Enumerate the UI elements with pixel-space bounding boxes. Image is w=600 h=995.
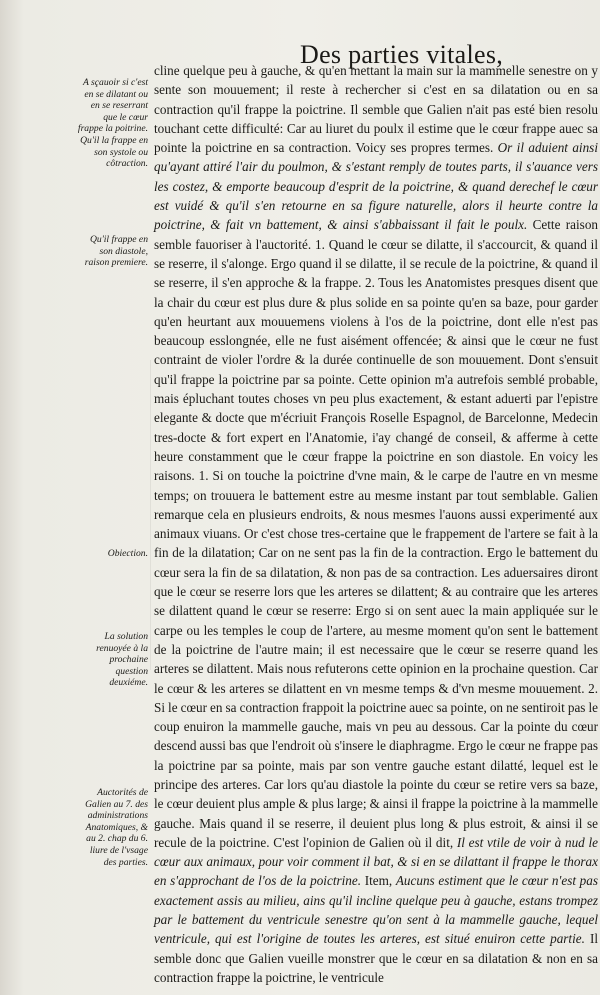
margin-note-1: A sçauoir si c'est en se dilatant ou en se reserrant que le cœur frappe la poitrine. Qu'il la frappe en son systole ou côtraction. — [77, 77, 148, 170]
margin-note-2: Qu'il frappe en son diastole, raison premiere. — [84, 234, 148, 269]
body-paragraph-4: Il semble donc que Galien vueille monstrer que le cœur en sa dilatation & non en sa contraction frappe la poictrine, le ventricule — [154, 931, 598, 985]
margin-note-3: Obiection. — [107, 548, 148, 559]
body-paragraph-3: Item, — [364, 873, 396, 889]
running-header: Des parties vitales, — [300, 40, 504, 69]
quote-galien-2: Il est vtile de voir à nud le cœur aux animaux, pour voir comment il bat, & si en se dilattant il frappe le thorax en s'approchant de l'os de la poictrine. — [154, 834, 599, 889]
margin-note-5: Auctorités de Galien au 7. des administrations Anatomiques, & au 2. chap du 6. liure de l'vsage des parties. — [85, 787, 148, 868]
body-paragraph-1: cline quelque peu à gauche, & qu'en mettant la main sur la mammelle senestre on y sente son mouuement; il reste à rechercher si c'est en sa dilatation ou en sa contraction qu'il frappe la poictrine. Il semble que Galien n'ait pas esté bien resolu touchant cette difficulté: Car au liuret du poulx il estime que le cœur frappe auec sa pointe la poictrine en sa contraction. Voicy ses propres termes. — [154, 63, 598, 156]
margin-shadow — [150, 360, 151, 670]
body-text — [154, 61, 598, 987]
quote-galien-3: Aucuns estiment que le cœur n'est pas exactement assis au milieu, ains qu'il incline quelque peu à gauche, estans trompez par le battement du ventricule senestre qu'on sent à la mammelle gauche, lequel ventricule, qui est l'origine de toutes les arteres, est situé enuiron cette partie. — [154, 873, 598, 947]
margin-note-4: La solution renuoyée à la prochaine question deuxiéme. — [96, 631, 148, 689]
body-paragraph-2: Cette raison semble fauoriser à l'auctorité. 1. Quand le cœur se dilatte, il s'accourcit, & quand il se reserre, il s'alonge. Ergo quand il se dilatte, il se recule de la poictrine, & quand il se reserre, il s'en approche & la frappe. 2. Tous les Anatomistes presques disent que la chair du cœur est plus dure & plus solide en sa pointe qu'en sa baze, pour garder qu'en heurtant aux mouuemens violens à l'os de la poictrine, dont elle n'est pas beaucoup esslongnée, elle ne fust aisément offencée; & ainsi que le cœur ne fust contraint de violer l'ordre & la durée continuelle de son mouuement. Dont s'ensuit qu'il frappe la poictrine par sa pointe. Cette opinion m'a autrefois semblé probable, mais épluchant toutes choses vn peu plus exactement, & estant aduerti par l'epistre elegante & docte que m'écriuit François Roselle Espagnol, de Barcelonne, Medecin tres-docte & fort expert en l'Anatomie, i'ay changé de conseil, & afferme à cette heure constamment que le cœur frappe la poictrine en son diastole. En voicy les raisons. 1. Si on touche la poictrine d'vne main, & le carpe de l'autre en vn mesme temps; on trouuera le battement estre au mesme instant par tout semblable. Galien remarque cela en plusieurs endroits, & nous mesmes l'auons aussi experimenté aux animaux viuans. Or c'est chose tres-certaine que le frappement de l'artere se fait à la fin de la dilatation; Car on ne sent pas la fin de la contraction. Ergo le battement du cœur sera la fin de sa dilatation, & non pas de sa contraction. Les aduersaires diront que le cœur se reserre lors que les arteres se dilattent; & au contraire que les arteres se dilattent quand le cœur se reserre: Ergo si on sent auec la main appliquée sur le carpe ou les temples le coup de l'artere, au mesme moment qu'on sent le battement de la poictrine de l'autre main; il est necessaire que le cœur se reserre quand les arteres se dilattent. Mais nous refuterons cette opinion en la prochaine question. Car le cœur & les arteres se dilattent en vn mesme temps & d'vn mesme mouuement. 2. Si le cœur en sa contraction frappoit la poictrine auec sa pointe, on ne sentiroit pas le coup enuiron la mammelle gauche, mais vn peu au dessous. Car la pointe du cœur descend aussi bas que l'endroit où s'insere le diaphragme. Ergo le cœur ne frappe pas la poictrine par sa pointe, mais par son ventre gauche estant dilatté, lequel est le principe des arteres. Car lors qu'au diastole la pointe du cœur se retire vers sa baze, le cœur deuient plus ample & plus large; & ainsi il frappe la poictrine à la mammelle gauche. Mais quand il se reserre, il deuient plus long & plus estroit, & ainsi il se recule de la poictrine. C'est l'opinion de Galien où il dit, — [154, 217, 599, 850]
quote-galien-1: Or il aduient ainsi qu'ayant attiré l'air du poulmon, & s'estant remply de toutes parts, il s'auance vers les costez, & emporte beaucoup d'esprit de la poictrine, & quand derechef le cœur est vuidé & qu'il s'en retourne en sa figure naturelle, alors il heurte contre la poictrine, & fait vn battement, & ainsi s'abbaissant il fait le poulx. — [154, 140, 598, 233]
